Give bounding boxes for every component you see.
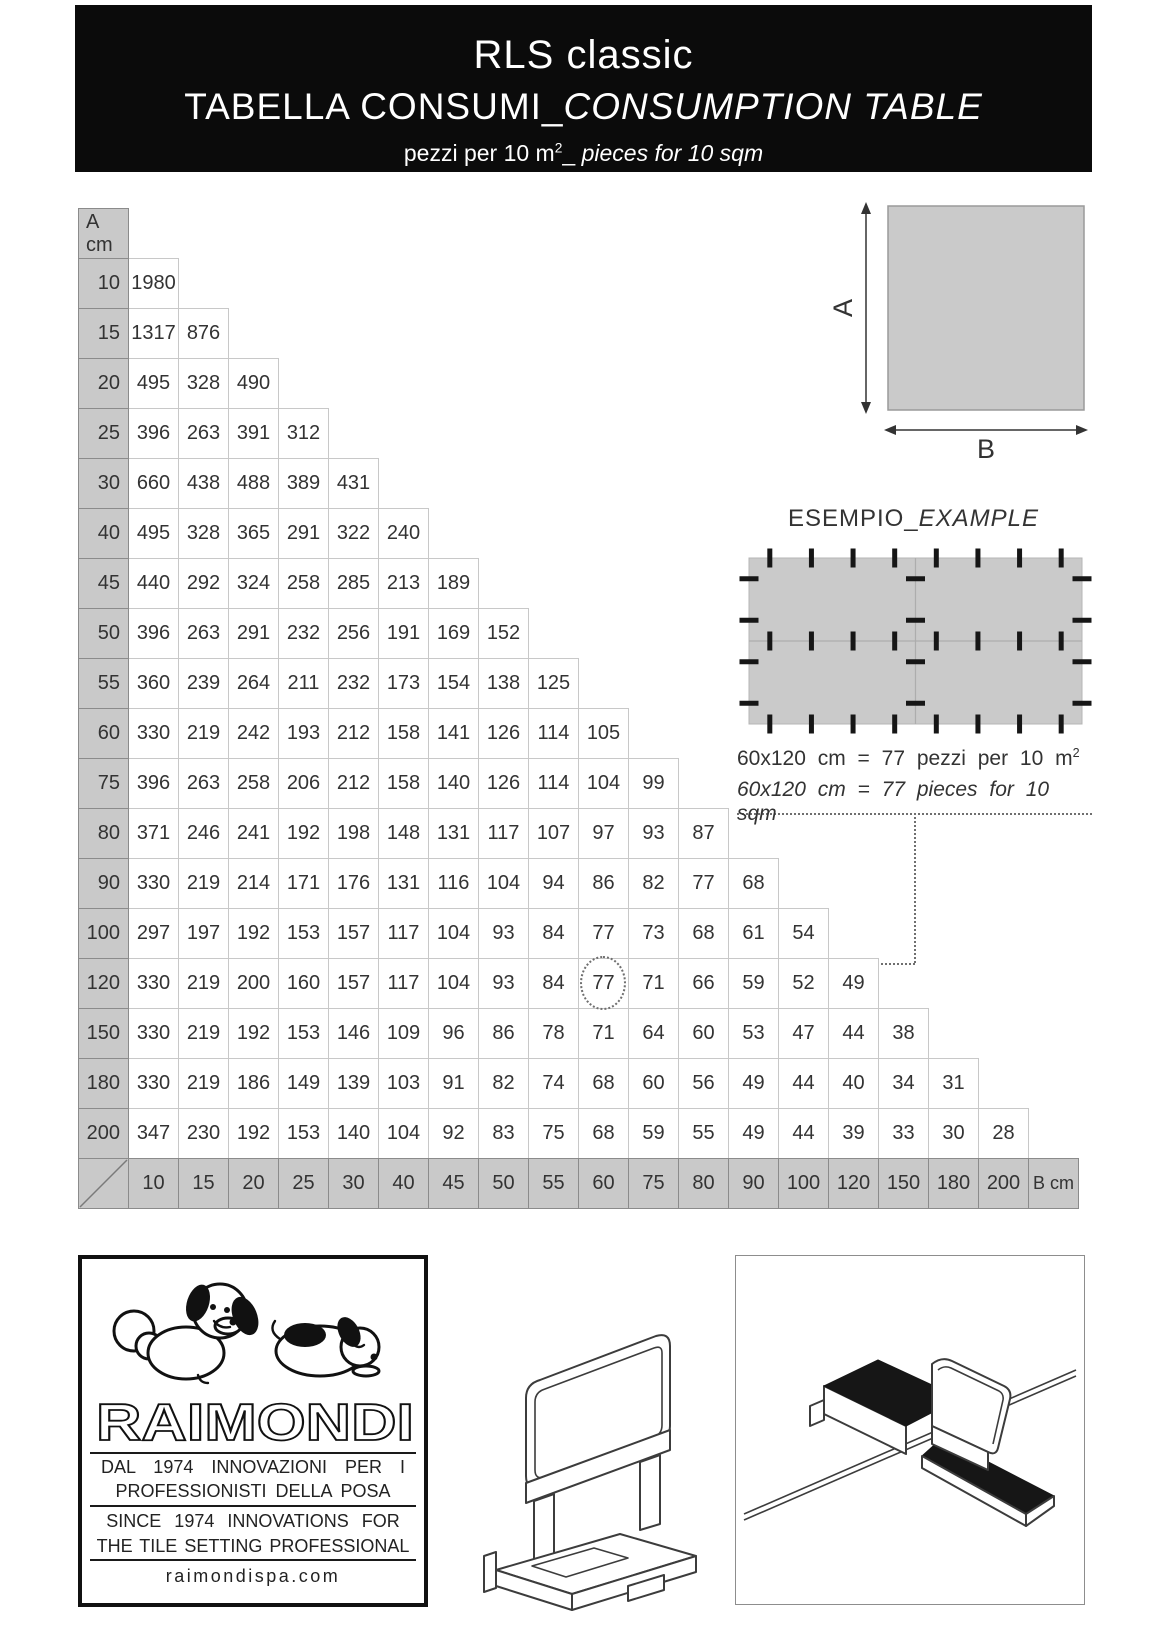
row-header-a-15: 15 [78, 308, 129, 359]
cell-a25-b15: 263 [178, 408, 229, 459]
cell-a180-b120: 40 [828, 1058, 879, 1109]
cell-a75-b20: 258 [228, 758, 279, 809]
cell-a40-b10: 495 [128, 508, 179, 559]
col-header-b-120: 120 [828, 1158, 879, 1209]
cell-a80-b80: 87 [678, 808, 729, 859]
cell-a150-b20: 192 [228, 1008, 279, 1059]
cell-a180-b25: 149 [278, 1058, 329, 1109]
puppies-mascot-illustration [102, 1269, 404, 1391]
cell-a200-b50: 83 [478, 1108, 529, 1159]
cell-a80-b15: 246 [178, 808, 229, 859]
cell-a120-b100: 52 [778, 958, 829, 1009]
dog1-eye-left [210, 1304, 216, 1310]
tagline-it-1: DAL 1974 INNOVAZIONI PER I [100, 1457, 406, 1477]
clip-wedge-photo-box [735, 1255, 1085, 1605]
cell-a60-b40: 158 [378, 708, 429, 759]
cell-a120-b15: 219 [178, 958, 229, 1009]
cell-a75-b10: 396 [128, 758, 179, 809]
leveling-clip-mark [906, 576, 925, 581]
dotted-connector-vertical [914, 813, 916, 963]
cell-a75-b50: 126 [478, 758, 529, 809]
example-caption [737, 746, 1093, 826]
cell-a50-b50: 152 [478, 608, 529, 659]
cell-a150-b45: 96 [428, 1008, 479, 1059]
leveling-clip-mark [1059, 549, 1064, 568]
cell-a25-b20: 391 [228, 408, 279, 459]
dog1-eye-right [224, 1307, 230, 1313]
leveling-clip-mark [1073, 576, 1092, 581]
cell-a180-b50: 82 [478, 1058, 529, 1109]
cell-a50-b15: 263 [178, 608, 229, 659]
cell-a100-b20: 192 [228, 908, 279, 959]
cell-a40-b25: 291 [278, 508, 329, 559]
b-axis-label: B cm [1028, 1158, 1079, 1209]
cell-a55-b10: 360 [128, 658, 179, 709]
row-header-a-20: 20 [78, 358, 129, 409]
cell-a180-b100: 44 [778, 1058, 829, 1109]
cell-a200-b30: 140 [328, 1108, 379, 1159]
leveling-clip-mark [1073, 701, 1092, 706]
cell-a120-b55: 84 [528, 958, 579, 1009]
leveling-clip-mark [934, 632, 939, 651]
cell-a55-b45: 154 [428, 658, 479, 709]
cell-a150-b100: 47 [778, 1008, 829, 1059]
cell-a90-b30: 176 [328, 858, 379, 909]
diagonal-corner-cell [78, 1158, 129, 1209]
cell-a180-b40: 103 [378, 1058, 429, 1109]
dog1-nose [230, 1319, 237, 1326]
cell-a80-b60: 97 [578, 808, 629, 859]
cell-a40-b40: 240 [378, 508, 429, 559]
cell-a200-b80: 55 [678, 1108, 729, 1159]
dog2-nose [371, 1354, 378, 1361]
cell-a180-b80: 56 [678, 1058, 729, 1109]
cell-a200-b75: 59 [628, 1108, 679, 1159]
cell-a25-b10: 396 [128, 408, 179, 459]
raimondi-logo-box [78, 1255, 428, 1607]
table-title-it: TABELLA CONSUMI_ [184, 86, 564, 127]
leveling-clip-mark [809, 715, 814, 734]
cell-a45-b30: 285 [328, 558, 379, 609]
dog2-paw [353, 1366, 379, 1376]
leveling-clip-drawing [478, 1298, 710, 1630]
cell-a80-b75: 93 [628, 808, 679, 859]
cell-a120-b120: 49 [828, 958, 879, 1009]
rule-3 [90, 1559, 416, 1561]
cell-a180-b55: 74 [528, 1058, 579, 1109]
cell-a200-b150: 33 [878, 1108, 929, 1159]
cell-a120-b40: 117 [378, 958, 429, 1009]
leveling-clip-mark [1073, 659, 1092, 664]
cell-a150-b75: 64 [628, 1008, 679, 1059]
title-banner [75, 5, 1092, 172]
dog2-tail [272, 1321, 280, 1339]
cell-a100-b50: 93 [478, 908, 529, 959]
cell-a80-b45: 131 [428, 808, 479, 859]
cell-a15-b15: 876 [178, 308, 229, 359]
row-header-a-45: 45 [78, 558, 129, 609]
cell-a45-b10: 440 [128, 558, 179, 609]
row-header-a-100: 100 [78, 908, 129, 959]
cell-a200-b15: 230 [178, 1108, 229, 1159]
example-title-it: ESEMPIO_ [787, 505, 919, 532]
leveling-clip-mark [740, 618, 759, 623]
cell-a55-b25: 211 [278, 658, 329, 709]
cell-a200-b20: 192 [228, 1108, 279, 1159]
cell-a75-b55: 114 [528, 758, 579, 809]
cell-a100-b10: 297 [128, 908, 179, 959]
cell-a90-b50: 104 [478, 858, 529, 909]
row-header-a-120: 120 [78, 958, 129, 1009]
cell-a200-b200: 28 [978, 1108, 1029, 1159]
row-header-a-55: 55 [78, 658, 129, 709]
cell-a180-b90: 49 [728, 1058, 779, 1109]
example-title-en: EXAMPLE [918, 505, 1040, 532]
cell-a90-b75: 82 [628, 858, 679, 909]
leveling-clip-mark [740, 701, 759, 706]
cell-a75-b15: 263 [178, 758, 229, 809]
leveling-clip-mark [851, 632, 856, 651]
row-header-a-180: 180 [78, 1058, 129, 1109]
leveling-clip-mark [740, 576, 759, 581]
cell-a90-b55: 94 [528, 858, 579, 909]
diagonal-line [79, 1159, 128, 1208]
cell-a120-b80: 66 [678, 958, 729, 1009]
cell-a200-b25: 153 [278, 1108, 329, 1159]
cell-a180-b150: 34 [878, 1058, 929, 1109]
cell-a120-b50: 93 [478, 958, 529, 1009]
cell-a120-b75: 71 [628, 958, 679, 1009]
cell-a180-b10: 330 [128, 1058, 179, 1109]
cell-a45-b20: 324 [228, 558, 279, 609]
leveling-clip-mark [892, 632, 897, 651]
units-line [75, 140, 1092, 167]
cell-a60-b45: 141 [428, 708, 479, 759]
col-header-b-20: 20 [228, 1158, 279, 1209]
row-header-a-200: 200 [78, 1108, 129, 1159]
cell-a200-b40: 104 [378, 1108, 429, 1159]
cell-a55-b50: 138 [478, 658, 529, 709]
cell-a20-b10: 495 [128, 358, 179, 409]
cell-a55-b30: 232 [328, 658, 379, 709]
leveling-clip-mark [740, 659, 759, 664]
cell-a180-b15: 219 [178, 1058, 229, 1109]
leveling-clip-mark [906, 618, 925, 623]
cell-a150-b25: 153 [278, 1008, 329, 1059]
cell-a30-b20: 488 [228, 458, 279, 509]
cell-a20-b20: 490 [228, 358, 279, 409]
cell-a150-b30: 146 [328, 1008, 379, 1059]
cell-a20-b15: 328 [178, 358, 229, 409]
cell-a45-b45: 189 [428, 558, 479, 609]
tile-dimension-diagram [826, 196, 1092, 462]
leveling-clip-mark [906, 701, 925, 706]
cell-a30-b10: 660 [128, 458, 179, 509]
leveling-clip-mark [767, 715, 772, 734]
col-header-b-30: 30 [328, 1158, 379, 1209]
cell-a55-b20: 264 [228, 658, 279, 709]
leveling-clip-mark [1073, 618, 1092, 623]
cell-a15-b10: 1317 [128, 308, 179, 359]
rule-2 [90, 1505, 416, 1507]
tagline-it-2: PROFESSIONISTI DELLA POSA [115, 1481, 391, 1501]
cell-a200-b45: 92 [428, 1108, 479, 1159]
cell-a60-b20: 242 [228, 708, 279, 759]
cell-a90-b15: 219 [178, 858, 229, 909]
cell-a50-b40: 191 [378, 608, 429, 659]
cell-a90-b40: 131 [378, 858, 429, 909]
cell-a30-b25: 389 [278, 458, 329, 509]
cell-a80-b20: 241 [228, 808, 279, 859]
leveling-clip-mark [1017, 549, 1022, 568]
cell-a120-b90: 59 [728, 958, 779, 1009]
cell-a80-b10: 371 [128, 808, 179, 859]
leveling-clip-mark [1017, 632, 1022, 651]
table-title [75, 86, 1092, 128]
rule-1 [90, 1452, 416, 1454]
b-label: B [976, 434, 996, 462]
table-title-en: CONSUMPTION TABLE [563, 86, 983, 127]
cell-a200-b180: 30 [928, 1108, 979, 1159]
cell-a150-b150: 38 [878, 1008, 929, 1059]
units-sep: _ [562, 140, 582, 166]
units-en: pieces for 10 sqm [581, 140, 764, 166]
leveling-clip-mark [809, 549, 814, 568]
col-header-b-60: 60 [578, 1158, 629, 1209]
row-header-a-80: 80 [78, 808, 129, 859]
cell-a90-b25: 171 [278, 858, 329, 909]
cell-a60-b60: 105 [578, 708, 629, 759]
highlighted-value-ellipse [580, 956, 626, 1010]
cell-a150-b60: 71 [578, 1008, 629, 1059]
cell-a100-b100: 54 [778, 908, 829, 959]
cell-a200-b60: 68 [578, 1108, 629, 1159]
col-header-b-25: 25 [278, 1158, 329, 1209]
row-header-a-25: 25 [78, 408, 129, 459]
row-header-a-150: 150 [78, 1008, 129, 1059]
a-arrowhead-bottom [861, 402, 871, 414]
leveling-clip-mark [1059, 715, 1064, 734]
row-header-a-40: 40 [78, 508, 129, 559]
cell-a25-b25: 312 [278, 408, 329, 459]
cell-a75-b30: 212 [328, 758, 379, 809]
cell-a150-b40: 109 [378, 1008, 429, 1059]
cell-a50-b30: 256 [328, 608, 379, 659]
cell-a100-b60: 77 [578, 908, 629, 959]
col-header-b-15: 15 [178, 1158, 229, 1209]
leveling-clip-mark [851, 549, 856, 568]
cell-a90-b45: 116 [428, 858, 479, 909]
cell-a75-b75: 99 [628, 758, 679, 809]
row-header-a-10: 10 [78, 258, 129, 309]
leveling-clip-mark [906, 659, 925, 664]
example-title [735, 505, 1092, 533]
cell-a100-b80: 68 [678, 908, 729, 959]
cell-a180-b180: 31 [928, 1058, 979, 1109]
raimondi-wordmark [90, 1395, 420, 1451]
row-header-a-75: 75 [78, 758, 129, 809]
example-line-en: 60x120 cm = 77 pieces for 10 sqm [737, 778, 1050, 825]
cell-a60-b15: 219 [178, 708, 229, 759]
cell-a150-b15: 219 [178, 1008, 229, 1059]
cell-a120-b60: 77 [578, 958, 629, 1009]
brand-text: RAIMONDI [96, 1395, 414, 1451]
cell-a180-b75: 60 [628, 1058, 679, 1109]
cell-a45-b40: 213 [378, 558, 429, 609]
cell-a200-b10: 347 [128, 1108, 179, 1159]
cell-a150-b50: 86 [478, 1008, 529, 1059]
cell-a50-b25: 232 [278, 608, 329, 659]
cell-a120-b45: 104 [428, 958, 479, 1009]
example-line-it: 60x120 cm = 77 pezzi per 10 $m^2$ [737, 746, 1080, 770]
leveling-clip-mark [934, 549, 939, 568]
cell-a55-b15: 239 [178, 658, 229, 709]
cell-a50-b45: 169 [428, 608, 479, 659]
cell-a120-b30: 157 [328, 958, 379, 1009]
cell-a150-b80: 60 [678, 1008, 729, 1059]
cell-a100-b90: 61 [728, 908, 779, 959]
cell-a100-b15: 197 [178, 908, 229, 959]
cell-a200-b100: 44 [778, 1108, 829, 1159]
product-title: RLS classic [473, 33, 694, 77]
cell-a90-b80: 77 [678, 858, 729, 909]
units-it: pezzi per 10 m [403, 140, 555, 166]
website-text: raimondispa.com [165, 1566, 341, 1586]
tagline-en-1: SINCE 1974 INNOVATIONS FOR [106, 1511, 400, 1531]
clip-base-foot [484, 1552, 496, 1592]
cell-a150-b90: 53 [728, 1008, 779, 1059]
b-arrowhead-left [884, 425, 896, 435]
leveling-clip-mark [975, 632, 980, 651]
leveling-clip-mark [851, 715, 856, 734]
row-header-a-30: 30 [78, 458, 129, 509]
cell-a150-b120: 44 [828, 1008, 879, 1059]
leveling-clip-mark [934, 715, 939, 734]
cell-a80-b25: 192 [278, 808, 329, 859]
col-header-b-10: 10 [128, 1158, 179, 1209]
col-header-b-180: 180 [928, 1158, 979, 1209]
col-header-b-40: 40 [378, 1158, 429, 1209]
leveling-clip-mark [809, 632, 814, 651]
cell-a100-b75: 73 [628, 908, 679, 959]
a-arrowhead-top [861, 202, 871, 214]
cell-a80-b40: 148 [378, 808, 429, 859]
cell-a10-b10: 1980 [128, 258, 179, 309]
cell-a120-b25: 160 [278, 958, 329, 1009]
col-header-b-100: 100 [778, 1158, 829, 1209]
cell-a30-b30: 431 [328, 458, 379, 509]
cell-a100-b55: 84 [528, 908, 579, 959]
tile-shape [888, 206, 1084, 410]
cell-a200-b55: 75 [528, 1108, 579, 1159]
units-sup: 2 [554, 140, 563, 156]
col-header-b-55: 55 [528, 1158, 579, 1209]
tagline-en-2: THE TILE SETTING PROFESSIONAL [96, 1536, 410, 1556]
cell-a75-b40: 158 [378, 758, 429, 809]
dog2-back-patch [284, 1323, 326, 1347]
cell-a180-b60: 68 [578, 1058, 629, 1109]
cell-a180-b45: 91 [428, 1058, 479, 1109]
b-arrowhead-right [1076, 425, 1088, 435]
a-axis-label: A cm [78, 208, 129, 259]
cell-a120-b20: 200 [228, 958, 279, 1009]
cell-a80-b55: 107 [528, 808, 579, 859]
wedge-back-foot [810, 1400, 824, 1426]
cell-a100-b40: 117 [378, 908, 429, 959]
row-header-a-50: 50 [78, 608, 129, 659]
cell-a50-b20: 291 [228, 608, 279, 659]
cell-a200-b120: 39 [828, 1108, 879, 1159]
cell-a100-b45: 104 [428, 908, 479, 959]
cell-a55-b55: 125 [528, 658, 579, 709]
example-layout-diagram [737, 548, 1094, 740]
cell-a60-b10: 330 [128, 708, 179, 759]
cell-a90-b90: 68 [728, 858, 779, 909]
cell-a75-b60: 104 [578, 758, 629, 809]
cell-a150-b55: 78 [528, 1008, 579, 1059]
cell-a60-b25: 193 [278, 708, 329, 759]
clip-right-leg [640, 1455, 660, 1530]
cell-a120-b10: 330 [128, 958, 179, 1009]
cell-a200-b90: 49 [728, 1108, 779, 1159]
cell-a50-b10: 396 [128, 608, 179, 659]
cell-a40-b20: 365 [228, 508, 279, 559]
col-header-b-200: 200 [978, 1158, 1029, 1209]
col-header-b-50: 50 [478, 1158, 529, 1209]
cell-a80-b50: 117 [478, 808, 529, 859]
leveling-clip-mark [892, 715, 897, 734]
leveling-clip-mark [1017, 715, 1022, 734]
clip-wedge-drawing [736, 1256, 1084, 1604]
cell-a90-b60: 86 [578, 858, 629, 909]
row-header-a-90: 90 [78, 858, 129, 909]
cell-a60-b50: 126 [478, 708, 529, 759]
leveling-clip-mark [767, 632, 772, 651]
cell-a75-b25: 206 [278, 758, 329, 809]
leveling-clip-mark [975, 549, 980, 568]
col-header-b-90: 90 [728, 1158, 779, 1209]
cell-a60-b55: 114 [528, 708, 579, 759]
cell-a40-b30: 322 [328, 508, 379, 559]
col-header-b-75: 75 [628, 1158, 679, 1209]
cell-a45-b15: 292 [178, 558, 229, 609]
row-header-a-60: 60 [78, 708, 129, 759]
cell-a90-b10: 330 [128, 858, 179, 909]
cell-a60-b30: 212 [328, 708, 379, 759]
leveling-clip-mark [1059, 632, 1064, 651]
cell-a180-b20: 186 [228, 1058, 279, 1109]
cell-a45-b25: 258 [278, 558, 329, 609]
cell-a100-b30: 157 [328, 908, 379, 959]
col-header-b-150: 150 [878, 1158, 929, 1209]
col-header-b-80: 80 [678, 1158, 729, 1209]
cell-a80-b30: 198 [328, 808, 379, 859]
leveling-clip-mark [975, 715, 980, 734]
leveling-clip-mark [767, 549, 772, 568]
cell-a55-b40: 173 [378, 658, 429, 709]
col-header-b-45: 45 [428, 1158, 479, 1209]
cell-a30-b15: 438 [178, 458, 229, 509]
cell-a40-b15: 328 [178, 508, 229, 559]
cell-a100-b25: 153 [278, 908, 329, 959]
cell-a90-b20: 214 [228, 858, 279, 909]
a-label: A [828, 298, 858, 318]
cell-a75-b45: 140 [428, 758, 479, 809]
leveling-clip-mark [892, 549, 897, 568]
cell-a150-b10: 330 [128, 1008, 179, 1059]
cell-a180-b30: 139 [328, 1058, 379, 1109]
